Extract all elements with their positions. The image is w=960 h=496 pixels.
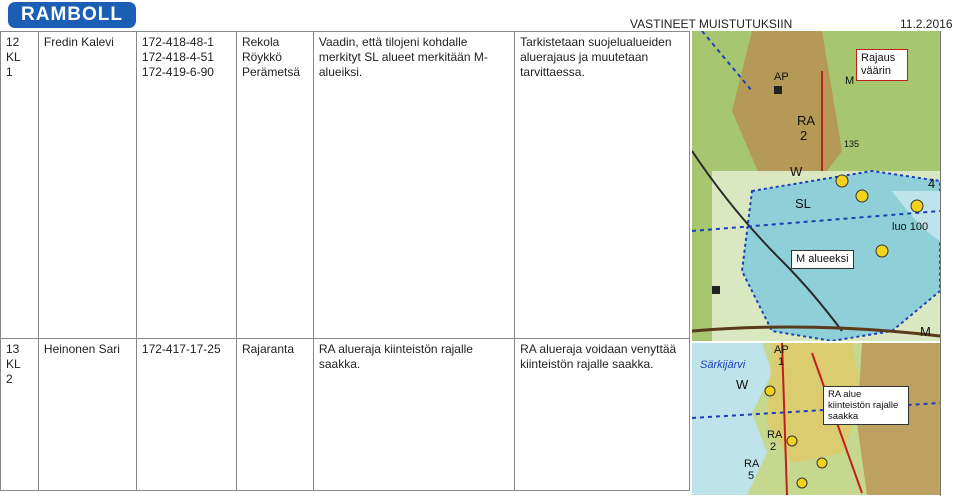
map-label-ra2: RA xyxy=(767,429,783,441)
comment-text: RA aluerajа kiinteistön rajalle saakka. xyxy=(318,342,473,371)
document-date: 11.2.2016 xyxy=(900,17,953,31)
answer-text: RA alueraja voidaan venyttää kiinteistön rajalle saakka. xyxy=(520,342,677,371)
callout-rajaus: Rajaus väärin xyxy=(856,49,908,81)
map-label-ap-number: 1 xyxy=(778,356,785,368)
table-row xyxy=(1,339,690,491)
callout-m-alueeksi: M alueeksi xyxy=(791,250,854,269)
property-ids-cell xyxy=(136,32,236,339)
person-name: Fredin Kalevi xyxy=(43,35,114,49)
village-name: Rekola xyxy=(241,35,280,49)
person-name: Heinonen Sari xyxy=(43,342,120,356)
map-label-m: M xyxy=(845,75,855,87)
map-label-ap: AP xyxy=(774,344,789,356)
map-label-sl: SL xyxy=(795,196,811,211)
answer-cell xyxy=(515,32,690,339)
response-table xyxy=(0,31,690,491)
answer-text: Tarkistetaan suojelualueiden aluerajaus ja muutetaan tarvittaessa. xyxy=(520,35,672,79)
property-id: 172-418-48-1 xyxy=(141,35,214,49)
map-label-ra5: RA xyxy=(744,458,760,470)
row-subnumber: 2 xyxy=(6,372,13,386)
row-code: KL xyxy=(6,50,21,64)
map-label-ra2-number: 2 xyxy=(770,441,777,453)
map-label-luo: luo 100 xyxy=(892,221,929,233)
village-name: Rajaranta xyxy=(241,342,294,356)
row-code: KL xyxy=(6,357,21,371)
map-label-ra-number: 2 xyxy=(800,128,808,143)
village-cell xyxy=(236,339,313,491)
row-subnumber: 1 xyxy=(6,65,13,79)
name-cell xyxy=(38,32,136,339)
map-label-m-bottom: M xyxy=(920,324,931,339)
map-label-lake: Särkijärvi xyxy=(700,359,746,371)
row-number-cell xyxy=(1,32,39,339)
map-label-ap: AP xyxy=(774,71,789,83)
comment-cell xyxy=(313,339,514,491)
row-number: 13 xyxy=(6,342,20,356)
comment-text: Vaadin, että tilojeni kohdalle merkityt SL alueet merkitään M-alueiksi. xyxy=(318,35,488,79)
map-label-ra: RA xyxy=(797,113,816,128)
map-label-w: W xyxy=(790,164,803,179)
document-title: VASTINEET MUISTUTUKSIIN xyxy=(630,17,793,31)
map-label-w: W xyxy=(736,377,749,392)
property-ids-cell xyxy=(136,339,236,491)
village-name: Röykkö xyxy=(241,50,282,64)
property-id: 172-419-6-90 xyxy=(141,65,214,79)
village-cell xyxy=(236,32,313,339)
map-excerpt-2 xyxy=(692,343,940,495)
map-excerpt-1 xyxy=(692,31,940,341)
row-number: 12 xyxy=(6,35,20,49)
map-label-135: 135 xyxy=(844,139,860,149)
callout-ra-alue: RA alue kiinteistön rajalle saakka xyxy=(823,386,909,425)
ramboll-logo: RAMBOLL xyxy=(8,2,136,28)
table-row xyxy=(1,32,690,339)
row-number-cell xyxy=(1,339,39,491)
map-label-ra5-number: 5 xyxy=(748,470,755,482)
village-name: Perämetsä xyxy=(241,65,300,79)
name-cell xyxy=(38,339,136,491)
property-id: 172-418-4-51 xyxy=(141,50,214,64)
map-label-four: 4 xyxy=(928,176,936,191)
property-id: 172-417-17-25 xyxy=(141,342,221,356)
page-edge-divider xyxy=(940,31,941,496)
comment-cell xyxy=(313,32,514,339)
answer-cell xyxy=(515,339,690,491)
